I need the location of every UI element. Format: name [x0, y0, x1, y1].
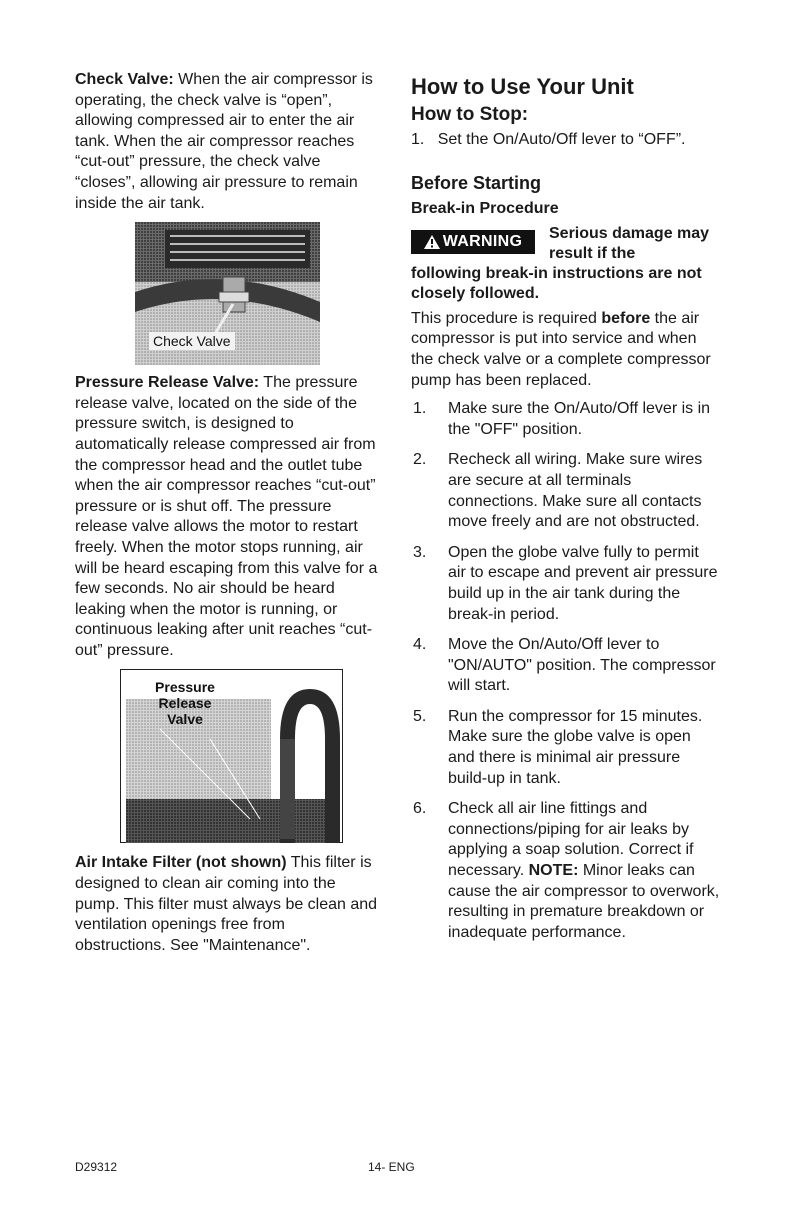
pressure-release-valve-paragraph: Pressure Release Valve: The pressure release valve, located on the side of the pressure switch, is designed to automatically release compressed air from the compressor head and the outlet tube when the air compressor reaches “cut-out” pressure or is shut off. The pressure release valve allows the motor to restart freely. When the motor stops running, air will be heard escaping from this valve for a few seconds. No air should be heard leaking when the motor is running, or continuous leaking after unit reaches “cut-out” pressure.	[75, 374, 378, 659]
list-item: 2. Recheck all wiring. Make sure wires are secure at all terminals connections. Make sure all contacts move freely and are not obstructed.	[413, 451, 703, 531]
list-item: 6. Check all air line fittings and connections/piping for air leaks by applying a soap solution. Correct if necessary. NOTE: Minor leaks can cause the air compressor to overwork, resulting in premature breakdown or inadequate performance.	[413, 800, 720, 941]
intro-paragraph: This procedure is required before the air compressor is put into service and when the check valve or a complete compressor pump has been replaced.	[411, 309, 711, 389]
air-intake-filter-paragraph: Air Intake Filter (not shown) This filter is designed to clean air coming into the pump. This filter must always be clean and ventilation openings free from obstructions. See "Maintenance".	[75, 854, 378, 954]
pressure-release-valve-figure	[120, 669, 343, 843]
check-valve-title: Check Valve:	[75, 71, 174, 88]
check-valve-label: Check Valve	[149, 332, 235, 350]
list-item: 1. Make sure the On/Auto/Off lever is in the "OFF" position.	[413, 400, 711, 438]
section-heading: How to Use Your Unit	[411, 74, 634, 99]
warning-triangle-icon	[424, 235, 440, 249]
check-valve-paragraph: Check Valve: When the air compressor is operating, the check valve is “open”, allowing compressed air to enter the air tank. When the air compressor reaches “cut-out” pressure, the check valve “closes”, allowing air pressure to remain inside the air tank.	[75, 71, 373, 212]
warning-continuation: following break-in instructions are not closely followed.	[411, 264, 702, 303]
list-item: 5. Run the compressor for 15 minutes. Make sure the globe valve is open and there is minimal air pressure build-up in tank.	[413, 707, 703, 787]
warning-text: Serious damage may result if the	[549, 224, 710, 262]
left-column	[75, 70, 380, 956]
pressure-release-valve-label: Pressure Release Valve	[155, 679, 215, 728]
stop-step: 1. Set the On/Auto/Off lever to “OFF”.	[411, 131, 686, 148]
check-valve-figure	[135, 222, 320, 365]
air-intake-filter-title: Air Intake Filter (not shown)	[75, 854, 287, 872]
pressure-release-valve-title: Pressure Release Valve:	[75, 374, 260, 392]
breakin-heading: Break-in Procedure	[411, 199, 559, 217]
document-number: D29312	[75, 1160, 118, 1174]
list-item: 4. Move the On/Auto/Off lever to "ON/AUTO" position. The compressor will start.	[413, 636, 716, 695]
warning-block	[411, 224, 721, 264]
before-starting-heading: Before Starting	[411, 172, 542, 193]
how-to-stop-heading: How to Stop:	[411, 104, 529, 125]
right-column	[411, 70, 721, 953]
breakin-steps-list	[411, 399, 721, 943]
list-item: 3. Open the globe valve fully to permit air to escape and prevent air pressure build up in the air tank during the break-in period.	[413, 543, 718, 623]
page-number: 14- ENG	[368, 1160, 415, 1174]
warning-badge: WARNING	[411, 230, 535, 254]
